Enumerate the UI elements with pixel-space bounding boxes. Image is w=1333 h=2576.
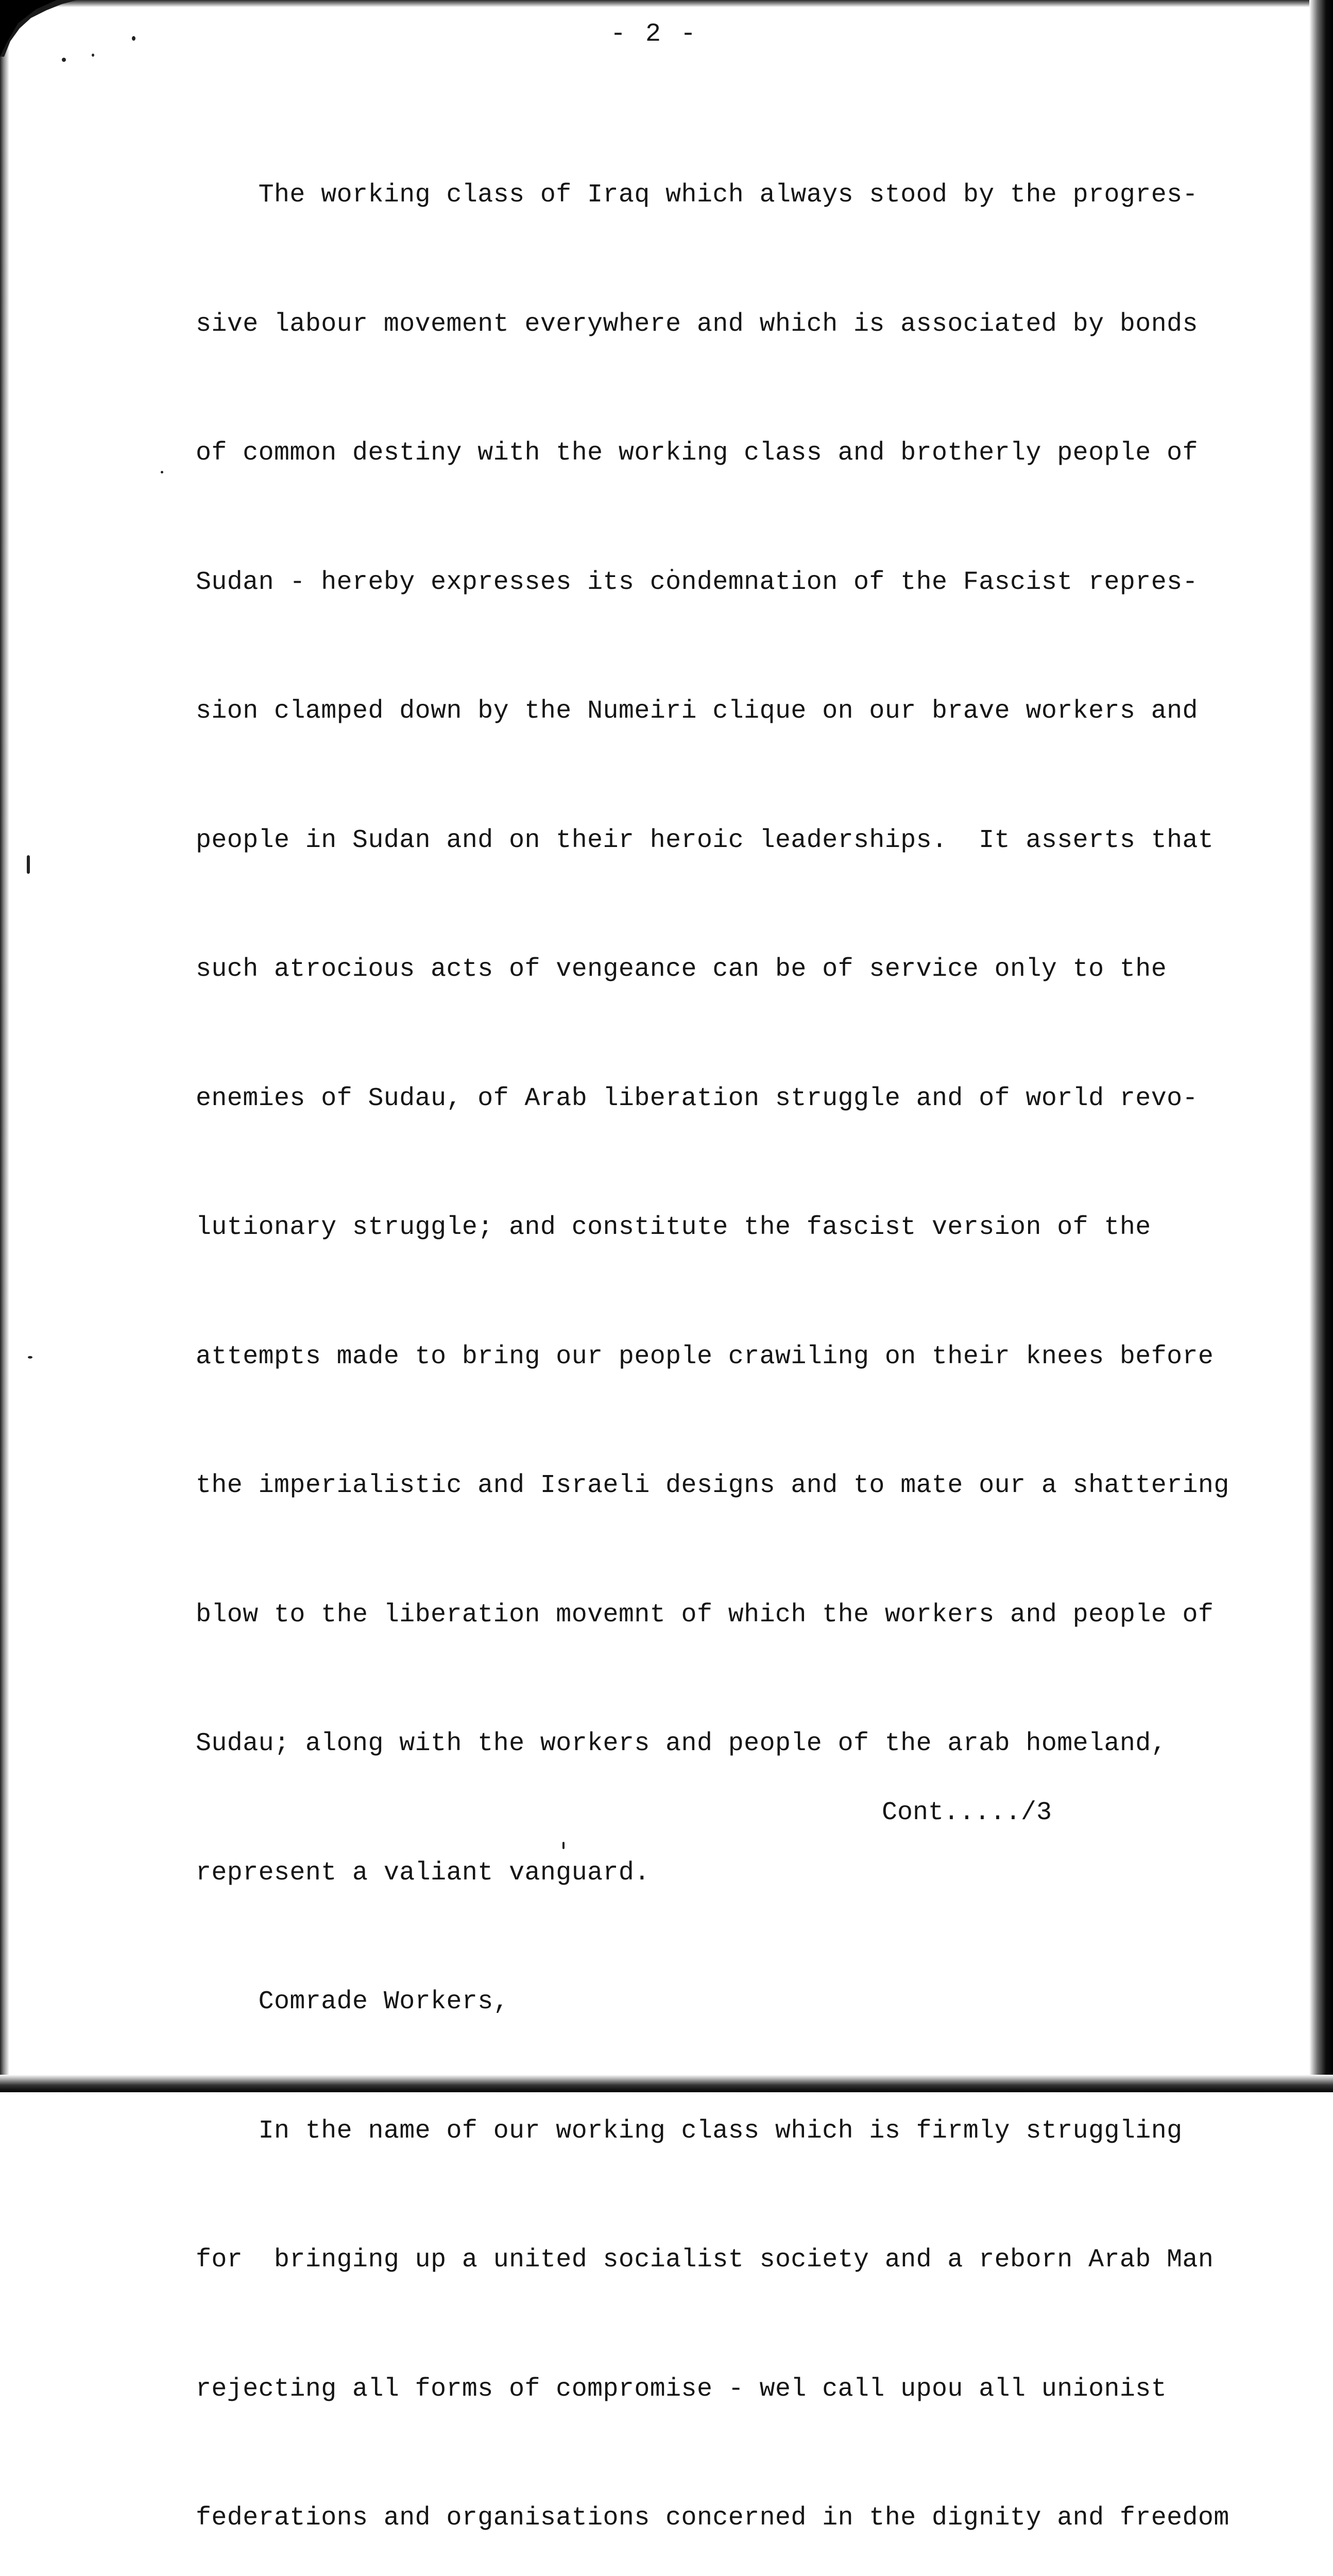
- scan-speck: [27, 855, 30, 874]
- text-line: rejecting all forms of compromise - wel call upou all unionist: [196, 2374, 1167, 2404]
- page-number: - 2 -: [610, 20, 698, 49]
- text-line: Sudan - hereby expresses its condemnation of the Fascist repres-: [196, 567, 1198, 597]
- scan-corner-noise: [0, 0, 77, 57]
- salutation: Comrade Workers,: [196, 1987, 509, 2016]
- scan-edge-top: [0, 0, 1333, 7]
- text-line: attempts made to bring our people crawiling on their knees before: [196, 1342, 1214, 1371]
- text-line: such atrocious acts of vengeance can be of service only to the: [196, 955, 1167, 984]
- text-line: sive labour movement everywhere and which is associated by bonds: [196, 309, 1198, 339]
- text-line: for bringing up a united socialist society and a reborn Arab Man: [196, 2245, 1214, 2275]
- scan-speck: [62, 58, 66, 62]
- scan-edge-right: [1309, 0, 1333, 2092]
- text-line: federations and organisations concerned in the dignity and freedom: [196, 2503, 1229, 2533]
- text-line: the imperialistic and Israeli designs and to mate our a shattering: [196, 1471, 1229, 1500]
- text-line: enemies of Sudau, of Arab liberation struggle and of world revo-: [196, 1083, 1198, 1113]
- scan-speck: [161, 471, 163, 473]
- scan-speck: [132, 36, 135, 41]
- text-line: lutionary struggle; and constitute the fascist version of the: [196, 1213, 1151, 1242]
- text-line: Sudau; along with the workers and people of the arab homeland,: [196, 1729, 1167, 1758]
- text-line: represent a valiant vanguard.: [196, 1858, 650, 1888]
- text-line: people in Sudan and on their heroic leaderships. It asserts that: [196, 825, 1214, 855]
- text-line: In the name of our working class which is firmly struggling: [196, 2116, 1183, 2146]
- text-line: The working class of Iraq which always stood by the progres-: [196, 180, 1198, 210]
- scan-edge-left: [0, 0, 9, 2092]
- text-line: of common destiny with the working class and brotherly people of: [196, 438, 1198, 468]
- continuation-note: Cont...../3: [882, 1798, 1052, 1827]
- scan-speck: [28, 1356, 32, 1359]
- text-line: sion clamped down by the Numeiri clique on our brave workers and: [196, 697, 1198, 726]
- letter-body: [196, 88, 1288, 2576]
- text-line: blow to the liberation movemnt of which the workers and people of: [196, 1600, 1214, 1630]
- scan-speck: [92, 54, 94, 57]
